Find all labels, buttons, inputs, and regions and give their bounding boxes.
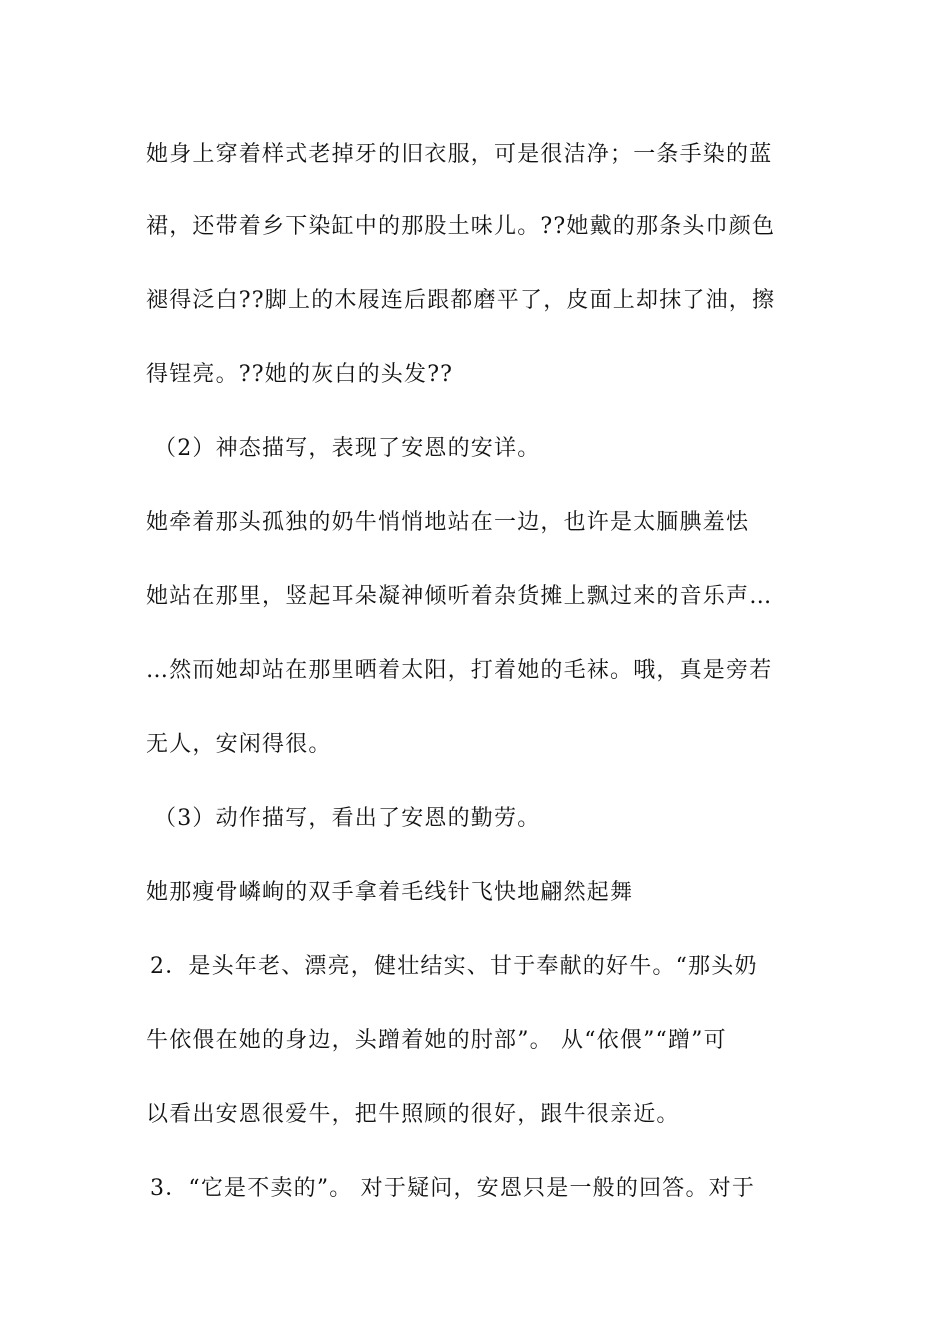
paragraph-line: 她牵着那头孤独的奶牛悄悄地站在一边，也许是太腼腆羞怯 [146,510,750,535]
paragraph-line: 牛依偎在她的身边，头蹭着她的肘部”。 从“依偎”“蹭”可 [146,1028,727,1053]
paragraph-line: …然而她却站在那里晒着太阳，打着她的毛袜。哦，真是旁若 [146,658,773,683]
paragraph-line: 无人，安闲得很。 [146,732,332,757]
paragraph-line: 褪得泛白??脚上的木屐连后跟都磨平了，皮面上却抹了油，擦 [146,288,776,313]
paragraph-line: 得锃亮。??她的灰白的头发?? [146,362,454,387]
paragraph-line: 她那瘦骨嶙峋的双手拿着毛线针飞快地翩然起舞 [146,880,634,905]
paragraph-line: 她身上穿着样式老掉牙的旧衣服，可是很洁净；一条手染的蓝 [146,142,773,167]
section-heading: （3）动作描写，看出了安恩的勤劳。 [154,806,541,831]
paragraph-line: 以看出安恩很爱牛，把牛照顾的很好，跟牛很亲近。 [146,1102,680,1127]
answer-line: 2．是头年老、漂亮，健壮结实、甘于奉献的好牛。“那头奶 [150,954,758,979]
paragraph-line: 裙，还带着乡下染缸中的那股土味儿。??她戴的那条头巾颜色 [146,214,776,239]
answer-line: 3．“它是不卖的”。 对于疑问，安恩只是一般的回答。对于 [150,1176,756,1201]
paragraph-line: 她站在那里，竖起耳朵凝神倾听着杂货摊上飘过来的音乐声… [146,584,773,609]
section-heading: （2）神态描写，表现了安恩的安详。 [154,436,541,461]
